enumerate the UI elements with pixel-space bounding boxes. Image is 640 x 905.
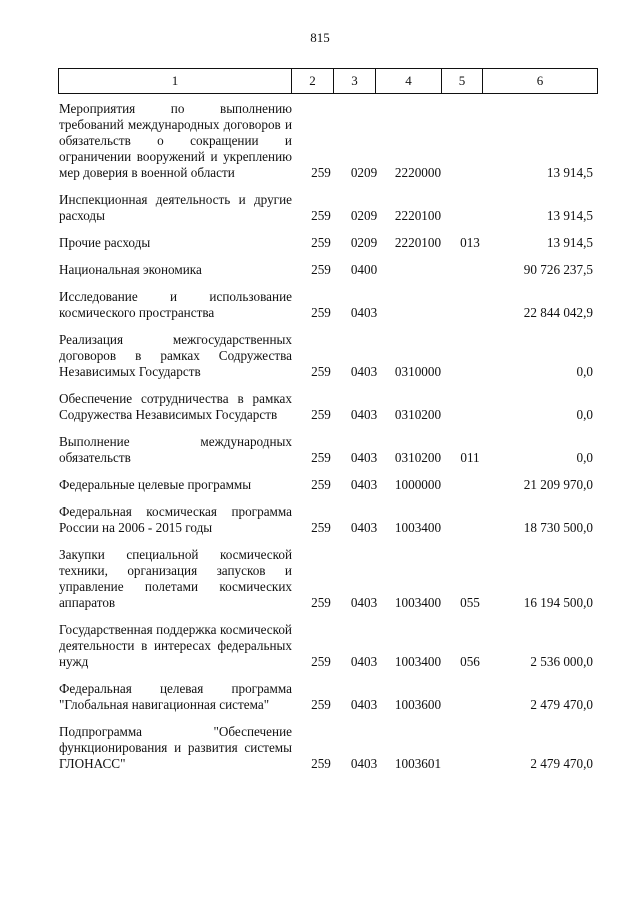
header-col-4: 4	[376, 69, 442, 94]
row-col-3: 0403	[350, 305, 378, 320]
row-name: Федеральная космическая программа России на 2006 - 2015 годы	[59, 504, 292, 535]
row-col-3: 0403	[350, 697, 378, 712]
row-amount: 2 536 000,0	[530, 654, 593, 669]
table-row	[0, 235, 640, 251]
row-amount: 21 209 970,0	[523, 477, 593, 492]
row-col-2: 259	[311, 756, 331, 771]
row-col-3: 0209	[350, 235, 378, 250]
row-name: Закупки специальной космической техники, организация запусков и управление полетами космических аппаратов	[59, 547, 292, 610]
row-amount: 0,0	[576, 450, 593, 465]
row-col-2: 259	[311, 654, 331, 669]
row-name: Государственная поддержка космической деятельности в интересах федеральных нужд	[59, 622, 292, 669]
row-col-4: 2220000	[394, 165, 442, 180]
row-col-2: 259	[311, 262, 331, 277]
row-name: Национальная экономика	[59, 262, 202, 277]
header-col-3: 3	[334, 69, 376, 94]
row-name: Исследование и использование космического пространства	[59, 289, 292, 320]
row-col-5: 011	[460, 450, 480, 465]
column-header-row	[59, 69, 598, 94]
table-row	[0, 622, 640, 670]
table-row	[0, 262, 640, 278]
row-col-5: 056	[460, 654, 480, 669]
row-amount: 16 194 500,0	[523, 595, 593, 610]
row-col-4: 1003400	[394, 595, 442, 610]
row-col-3: 0403	[350, 595, 378, 610]
row-col-3: 0403	[350, 654, 378, 669]
row-col-2: 259	[311, 520, 331, 535]
row-col-2: 259	[311, 235, 331, 250]
row-amount: 90 726 237,5	[523, 262, 593, 277]
header-col-5: 5	[442, 69, 483, 94]
table-row	[0, 434, 640, 466]
row-amount: 2 479 470,0	[530, 756, 593, 771]
budget-rows	[0, 101, 640, 783]
row-name: Инспекционная деятельность и другие расходы	[59, 192, 292, 223]
row-col-2: 259	[311, 697, 331, 712]
row-col-2: 259	[311, 208, 331, 223]
row-amount: 13 914,5	[546, 165, 593, 180]
row-name: Подпрограмма "Обеспечение функционирования и развития системы ГЛОНАСС"	[59, 724, 292, 771]
row-col-4: 1000000	[394, 477, 442, 492]
header-col-1: 1	[59, 69, 292, 94]
row-col-2: 259	[311, 477, 331, 492]
row-col-3: 0403	[350, 520, 378, 535]
table-row	[0, 547, 640, 611]
row-col-5: 013	[460, 235, 480, 250]
row-name: Прочие расходы	[59, 235, 151, 250]
row-col-3: 0403	[350, 477, 378, 492]
row-col-3: 0209	[350, 165, 378, 180]
row-col-4: 1003600	[394, 697, 442, 712]
row-name: Мероприятия по выполнению требований международных договоров и обязательств о сокращении и ограничении вооружений и укреплению мер доверия в военной области	[59, 101, 292, 180]
row-col-2: 259	[311, 364, 331, 379]
page-number: 815	[310, 30, 330, 45]
row-amount: 13 914,5	[546, 235, 593, 250]
row-col-2: 259	[311, 450, 331, 465]
table-row	[0, 724, 640, 772]
row-col-4: 0310000	[394, 364, 442, 379]
table-row	[0, 391, 640, 423]
row-name: Федеральные целевые программы	[59, 477, 252, 492]
table-row	[0, 289, 640, 321]
row-col-3: 0400	[350, 262, 378, 277]
row-col-4: 1003400	[394, 654, 442, 669]
row-name: Реализация межгосударственных договоров в рамках Содружества Независимых Государств	[59, 332, 292, 379]
row-col-3: 0403	[350, 756, 378, 771]
table-row	[0, 477, 640, 493]
column-header-table	[58, 68, 598, 94]
table-row	[0, 681, 640, 713]
row-amount: 13 914,5	[546, 208, 593, 223]
table-row	[0, 504, 640, 536]
row-col-2: 259	[311, 305, 331, 320]
row-col-3: 0209	[350, 208, 378, 223]
row-col-4: 2220100	[394, 208, 442, 223]
row-amount: 0,0	[576, 364, 593, 379]
header-col-6: 6	[483, 69, 598, 94]
table-row	[0, 332, 640, 380]
row-name: Выполнение международных обязательств	[59, 434, 292, 465]
row-col-4: 1003601	[394, 756, 442, 771]
row-col-4: 2220100	[394, 235, 442, 250]
table-row	[0, 101, 640, 181]
row-col-4: 0310200	[394, 450, 442, 465]
table-row	[0, 192, 640, 224]
row-name: Обеспечение сотрудничества в рамках Содружества Независимых Государств	[59, 391, 292, 422]
row-col-2: 259	[311, 165, 331, 180]
row-amount: 0,0	[576, 407, 593, 422]
row-amount: 2 479 470,0	[530, 697, 593, 712]
row-col-3: 0403	[350, 450, 378, 465]
row-col-2: 259	[311, 595, 331, 610]
row-amount: 22 844 042,9	[523, 305, 593, 320]
row-col-3: 0403	[350, 364, 378, 379]
row-col-3: 0403	[350, 407, 378, 422]
row-col-4: 0310200	[394, 407, 442, 422]
row-col-5: 055	[460, 595, 480, 610]
row-amount: 18 730 500,0	[523, 520, 593, 535]
header-col-2: 2	[292, 69, 334, 94]
row-col-2: 259	[311, 407, 331, 422]
row-col-4: 1003400	[394, 520, 442, 535]
row-name: Федеральная целевая программа "Глобальная навигационная система"	[59, 681, 292, 712]
